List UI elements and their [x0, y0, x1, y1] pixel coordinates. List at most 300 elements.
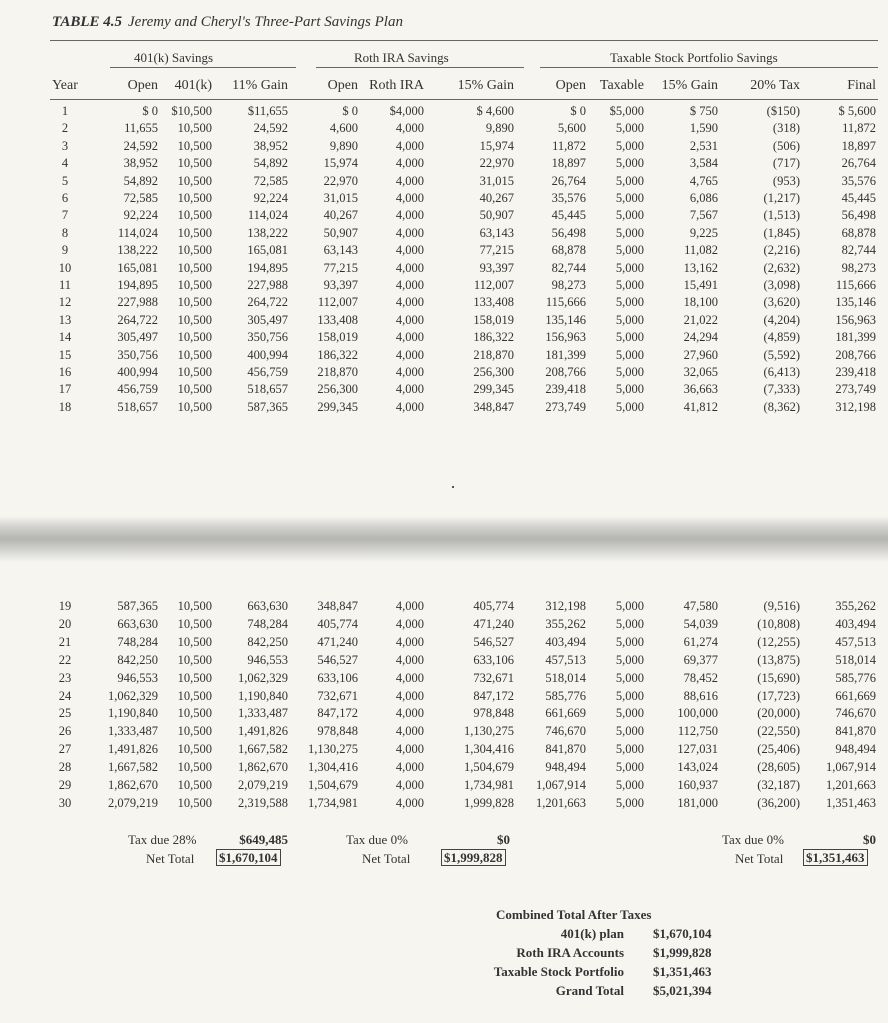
cell-401k-contribution: 10,500 [177, 243, 212, 258]
cell-401k-contribution: 10,500 [177, 399, 212, 414]
cell-taxable-tax: (17,723) [757, 688, 800, 703]
cell-final: 355,262 [835, 599, 876, 613]
table-title-text: Jeremy and Cheryl's Three-Part Savings Plan [128, 14, 403, 30]
cell-open-taxable: 661,669 [545, 706, 586, 721]
cell-open-401k: 24,592 [123, 138, 158, 153]
cell-roth-contribution: 4,000 [395, 278, 424, 292]
scan-fold-shadow [0, 516, 888, 562]
table-row [0, 689, 888, 705]
cell-taxable-tax: (36,200) [757, 795, 800, 810]
cell-roth-gain: 133,408 [473, 295, 514, 310]
cell-year: 10 [58, 260, 72, 275]
cell-open-roth: 1,304,416 [308, 760, 358, 775]
scan-speck [452, 486, 454, 488]
cell-open-roth: 471,240 [317, 634, 358, 649]
group-401k-rule [110, 67, 296, 68]
cell-open-roth: 405,774 [317, 616, 358, 631]
cell-taxable-gain: $ 750 [689, 104, 718, 118]
cell-taxable-gain: 15,491 [683, 278, 718, 292]
cell-taxable-contribution: 5,000 [615, 121, 644, 136]
cell-roth-contribution: 4,000 [395, 330, 424, 345]
header-final: Final [847, 78, 876, 93]
header-401k-contribution: 401(k) [174, 78, 212, 93]
cell-roth-gain: 1,999,828 [464, 795, 514, 810]
table-row [0, 706, 888, 722]
cell-final: 45,445 [841, 191, 876, 205]
cell-roth-contribution: 4,000 [395, 260, 424, 275]
cell-roth-contribution: 4,000 [395, 121, 424, 136]
cell-final: 518,014 [835, 652, 876, 667]
cell-taxable-gain: 69,377 [683, 652, 718, 667]
cell-roth-contribution: 4,000 [395, 208, 424, 223]
cell-roth-contribution: 4,000 [395, 760, 424, 775]
cell-taxable-tax: (1,513) [763, 208, 800, 223]
cell-year: 22 [58, 652, 72, 667]
cell-roth-contribution: 4,000 [395, 742, 424, 757]
cell-401k-gain: 114,024 [247, 208, 288, 223]
cell-open-roth: 633,106 [317, 670, 358, 685]
cell-401k-contribution: 10,500 [177, 670, 212, 685]
cell-year: 18 [58, 399, 72, 414]
cell-401k-gain: 1,491,826 [238, 724, 288, 739]
cell-401k-gain: 227,988 [247, 278, 288, 292]
summary-value-401k: $1,670,104 [653, 926, 712, 941]
cell-open-401k: 1,491,826 [108, 742, 158, 757]
cell-roth-gain: 93,397 [479, 260, 514, 275]
tax-401k-value: $649,485 [239, 832, 288, 847]
cell-taxable-gain: 112,750 [677, 724, 718, 739]
cell-401k-gain: 1,862,670 [238, 760, 288, 775]
cell-taxable-contribution: 5,000 [615, 365, 644, 379]
group-taxable: Taxable Stock Portfolio Savings [610, 50, 778, 65]
cell-open-401k: 350,756 [117, 347, 158, 362]
cell-open-taxable: 181,399 [545, 347, 586, 362]
summary-value-taxable: $1,351,463 [653, 964, 712, 979]
table-row [0, 724, 888, 740]
cell-year: 30 [58, 795, 72, 810]
net-401k-label: Net Total [146, 851, 195, 866]
cell-open-taxable: 841,870 [545, 742, 586, 757]
cell-open-401k: 456,759 [117, 382, 158, 397]
cell-final: 35,576 [841, 173, 876, 188]
cell-401k-contribution: 10,500 [177, 382, 212, 397]
cell-401k-gain: 305,497 [247, 312, 288, 327]
cell-roth-contribution: $4,000 [389, 104, 424, 118]
cell-year: 1 [61, 104, 69, 118]
cell-401k-contribution: 10,500 [177, 295, 212, 310]
cell-401k-gain: 92,224 [253, 191, 288, 205]
cell-final: 661,669 [835, 688, 876, 703]
cell-open-401k: 11,655 [124, 121, 158, 136]
cell-taxable-tax: (20,000) [757, 706, 800, 721]
cell-roth-gain: 218,870 [473, 347, 514, 362]
cell-roth-gain: 186,322 [473, 330, 514, 345]
cell-roth-gain: 348,847 [473, 399, 514, 414]
cell-open-taxable: 156,963 [545, 330, 586, 345]
cell-open-roth: 218,870 [317, 365, 358, 379]
cell-open-taxable: 239,418 [545, 382, 586, 397]
cell-open-taxable: 585,776 [545, 688, 586, 703]
cell-taxable-contribution: 5,000 [615, 795, 644, 810]
net-taxable-value: $1,351,463 [803, 849, 868, 866]
cell-401k-contribution: 10,500 [177, 652, 212, 667]
table-row [0, 139, 888, 155]
cell-taxable-contribution: 5,000 [615, 599, 644, 613]
cell-open-roth: 9,890 [329, 138, 358, 153]
cell-taxable-tax: (3,098) [763, 278, 800, 292]
cell-taxable-tax: (9,516) [763, 599, 800, 613]
cell-year: 29 [58, 778, 72, 792]
cell-open-401k: 305,497 [117, 330, 158, 345]
cell-final: 26,764 [841, 156, 876, 171]
cell-401k-contribution: 10,500 [177, 795, 212, 810]
tax-401k-label: Tax due 28% [128, 832, 197, 847]
cell-open-401k: 227,988 [117, 295, 158, 310]
cell-open-taxable: 5,600 [557, 121, 586, 136]
table-row [0, 400, 888, 416]
cell-open-roth: 732,671 [317, 688, 358, 703]
cell-401k-contribution: 10,500 [177, 191, 212, 205]
cell-open-401k: 165,081 [117, 260, 158, 275]
cell-taxable-tax: ($150) [766, 104, 800, 118]
tax-roth-label: Tax due 0% [346, 832, 408, 847]
cell-roth-contribution: 4,000 [395, 616, 424, 631]
cell-401k-gain: 842,250 [247, 634, 288, 649]
table-row [0, 121, 888, 137]
cell-taxable-tax: (2,632) [763, 260, 800, 275]
cell-taxable-tax: (12,255) [757, 634, 800, 649]
table-row [0, 348, 888, 364]
table-title [52, 14, 403, 31]
cell-open-401k: 748,284 [117, 634, 158, 649]
cell-year: 4 [61, 156, 69, 171]
table-row [0, 653, 888, 669]
cell-taxable-contribution: 5,000 [615, 347, 644, 362]
cell-roth-contribution: 4,000 [395, 312, 424, 327]
cell-roth-gain: 978,848 [473, 706, 514, 721]
table-row [0, 365, 888, 381]
cell-taxable-contribution: 5,000 [615, 173, 644, 188]
cell-final: 1,067,914 [826, 760, 876, 775]
tax-roth-value: $0 [497, 832, 510, 847]
cell-open-roth: 1,504,679 [308, 778, 358, 792]
cell-taxable-gain: 9,225 [689, 225, 718, 240]
tax-taxable-value: $0 [863, 832, 876, 847]
cell-final: 18,897 [841, 138, 876, 153]
table-row [0, 191, 888, 207]
cell-open-taxable: 45,445 [551, 208, 586, 223]
cell-401k-gain: 587,365 [247, 399, 288, 414]
cell-taxable-gain: 7,567 [689, 208, 718, 223]
cell-taxable-gain: 181,000 [677, 795, 718, 810]
cell-401k-contribution: 10,500 [177, 365, 212, 379]
cell-taxable-contribution: 5,000 [615, 330, 644, 345]
cell-open-roth: 15,974 [323, 156, 358, 171]
cell-open-401k: 38,952 [123, 156, 158, 171]
cell-taxable-gain: 78,452 [683, 670, 718, 685]
table-row [0, 330, 888, 346]
cell-taxable-tax: (1,217) [763, 191, 800, 205]
group-roth-rule [316, 67, 524, 68]
cell-open-401k: 114,024 [117, 225, 158, 240]
cell-open-taxable: 746,670 [545, 724, 586, 739]
cell-roth-gain: 9,890 [485, 121, 514, 136]
cell-taxable-contribution: 5,000 [615, 742, 644, 757]
cell-open-401k: 54,892 [123, 173, 158, 188]
summary-value-grand: $5,021,394 [653, 983, 712, 998]
cell-final: 403,494 [835, 616, 876, 631]
cell-401k-gain: 72,585 [253, 173, 288, 188]
cell-taxable-gain: 88,616 [683, 688, 718, 703]
cell-year: 21 [58, 634, 72, 649]
cell-401k-contribution: 10,500 [177, 634, 212, 649]
cell-open-401k: 72,585 [123, 191, 158, 205]
cell-taxable-gain: 36,663 [683, 382, 718, 397]
cell-open-taxable: 355,262 [545, 616, 586, 631]
cell-open-roth: 158,019 [317, 330, 358, 345]
table-row [0, 617, 888, 633]
cell-final: 156,963 [835, 312, 876, 327]
cell-401k-gain: 456,759 [247, 365, 288, 379]
cell-open-401k: 1,062,329 [108, 688, 158, 703]
cell-year: 6 [61, 191, 69, 205]
cell-roth-contribution: 4,000 [395, 795, 424, 810]
cell-roth-contribution: 4,000 [395, 173, 424, 188]
cell-open-taxable: $ 0 [570, 104, 586, 118]
cell-roth-contribution: 4,000 [395, 225, 424, 240]
cell-roth-gain: 299,345 [473, 382, 514, 397]
cell-401k-contribution: 10,500 [177, 724, 212, 739]
cell-open-taxable: 312,198 [545, 599, 586, 613]
cell-open-taxable: 457,513 [545, 652, 586, 667]
header-401k-gain: 11% Gain [232, 78, 288, 93]
table-row [0, 635, 888, 651]
header-open-taxable: Open [555, 78, 586, 93]
cell-roth-contribution: 4,000 [395, 399, 424, 414]
header-year: Year [52, 78, 78, 93]
cell-open-401k: 2,079,219 [108, 795, 158, 810]
summary-label-401k: 401(k) plan [560, 926, 624, 941]
cell-open-taxable: 26,764 [551, 173, 586, 188]
cell-roth-gain: 77,215 [479, 243, 514, 258]
header-roth-contribution: Roth IRA [369, 78, 424, 93]
cell-taxable-tax: (6,413) [763, 365, 800, 379]
table-row [0, 243, 888, 259]
table-row [0, 104, 888, 120]
table-row [0, 760, 888, 776]
cell-open-roth: 847,172 [317, 706, 358, 721]
cell-open-taxable: 35,576 [551, 191, 586, 205]
cell-open-taxable: 1,201,663 [536, 795, 586, 810]
cell-taxable-tax: (506) [772, 138, 800, 153]
group-taxable-rule [540, 67, 878, 68]
cell-final: 1,351,463 [826, 795, 876, 810]
cell-final: 948,494 [835, 742, 876, 757]
net-401k-value: $1,670,104 [216, 849, 281, 866]
cell-taxable-tax: (2,216) [763, 243, 800, 258]
table-number: TABLE 4.5 [52, 14, 123, 30]
cell-roth-gain: 256,300 [473, 365, 514, 379]
cell-401k-gain: 748,284 [247, 616, 288, 631]
cell-taxable-tax: (5,592) [763, 347, 800, 362]
table-row [0, 208, 888, 224]
cell-roth-contribution: 4,000 [395, 243, 424, 258]
cell-open-taxable: 403,494 [545, 634, 586, 649]
cell-401k-contribution: 10,500 [177, 278, 212, 292]
cell-final: 312,198 [835, 399, 876, 414]
cell-open-401k: 194,895 [117, 278, 158, 292]
table-row [0, 295, 888, 311]
cell-taxable-gain: 21,022 [683, 312, 718, 327]
cell-taxable-gain: 160,937 [677, 778, 718, 792]
cell-401k-contribution: 10,500 [177, 121, 212, 136]
cell-year: 13 [58, 312, 72, 327]
table-row [0, 382, 888, 398]
cell-taxable-contribution: 5,000 [615, 191, 644, 205]
cell-open-taxable: 82,744 [551, 260, 586, 275]
cell-open-roth: 93,397 [323, 278, 358, 292]
table-row [0, 156, 888, 172]
cell-401k-gain: 165,081 [247, 243, 288, 258]
cell-taxable-tax: (318) [772, 121, 800, 136]
cell-taxable-gain: 61,274 [683, 634, 718, 649]
cell-taxable-gain: 32,065 [683, 365, 718, 379]
cell-taxable-contribution: 5,000 [615, 382, 644, 397]
cell-year: 16 [58, 365, 72, 379]
cell-taxable-contribution: 5,000 [615, 260, 644, 275]
cell-roth-gain: 546,527 [473, 634, 514, 649]
cell-final: 457,513 [835, 634, 876, 649]
cell-401k-contribution: 10,500 [177, 688, 212, 703]
cell-taxable-tax: (8,362) [763, 399, 800, 414]
group-roth: Roth IRA Savings [354, 50, 449, 65]
cell-roth-gain: 63,143 [479, 225, 514, 240]
cell-open-taxable: 948,494 [545, 760, 586, 775]
cell-open-401k: 400,994 [117, 365, 158, 379]
cell-401k-contribution: 10,500 [177, 706, 212, 721]
cell-taxable-tax: (25,406) [757, 742, 800, 757]
cell-year: 3 [61, 138, 69, 153]
cell-taxable-contribution: 5,000 [615, 208, 644, 223]
cell-final: 68,878 [841, 225, 876, 240]
cell-taxable-tax: (13,875) [757, 652, 800, 667]
cell-open-roth: 133,408 [317, 312, 358, 327]
cell-taxable-gain: 143,024 [677, 760, 718, 775]
cell-open-401k: 1,190,840 [108, 706, 158, 721]
cell-401k-gain: 946,553 [247, 652, 288, 667]
cell-taxable-tax: (22,550) [757, 724, 800, 739]
table-row [0, 742, 888, 758]
cell-final: 585,776 [835, 670, 876, 685]
cell-401k-gain: 1,190,840 [238, 688, 288, 703]
table-row [0, 778, 888, 794]
cell-taxable-contribution: 5,000 [615, 138, 644, 153]
cell-roth-contribution: 4,000 [395, 670, 424, 685]
header-taxable-gain: 15% Gain [661, 78, 718, 93]
cell-year: 17 [58, 382, 72, 397]
cell-taxable-tax: (15,690) [757, 670, 800, 685]
cell-taxable-contribution: 5,000 [615, 295, 644, 310]
cell-taxable-gain: 127,031 [677, 742, 718, 757]
table-row [0, 278, 888, 294]
cell-open-401k: 138,222 [117, 243, 158, 258]
cell-final: 841,870 [835, 724, 876, 739]
header-taxable-contribution: Taxable [599, 78, 644, 93]
cell-final: 239,418 [835, 365, 876, 379]
net-roth-label: Net Total [362, 851, 411, 866]
cell-open-401k: 1,667,582 [108, 760, 158, 775]
cell-roth-gain: 471,240 [473, 616, 514, 631]
cell-401k-contribution: 10,500 [177, 778, 212, 792]
cell-taxable-contribution: 5,000 [615, 670, 644, 685]
cell-taxable-contribution: 5,000 [615, 156, 644, 171]
cell-taxable-gain: 1,590 [689, 121, 718, 136]
cell-401k-gain: 194,895 [247, 260, 288, 275]
cell-401k-gain: 138,222 [247, 225, 288, 240]
cell-open-roth: 1,734,981 [308, 795, 358, 810]
cell-401k-contribution: 10,500 [177, 260, 212, 275]
cell-year: 5 [61, 173, 69, 188]
cell-taxable-contribution: 5,000 [615, 688, 644, 703]
summary-label-grand: Grand Total [555, 983, 624, 998]
cell-taxable-tax: (10,808) [757, 616, 800, 631]
table-row [0, 313, 888, 329]
net-taxable-label: Net Total [735, 851, 784, 866]
cell-taxable-contribution: $5,000 [609, 104, 644, 118]
cell-open-401k: $ 0 [142, 104, 158, 118]
cell-taxable-contribution: 5,000 [615, 278, 644, 292]
cell-open-roth: 50,907 [323, 225, 358, 240]
cell-year: 2 [61, 121, 69, 136]
summary-label-roth: Roth IRA Accounts [516, 945, 624, 960]
header-rule [50, 99, 878, 100]
header-taxable-tax: 20% Tax [750, 78, 800, 93]
cell-roth-contribution: 4,000 [395, 724, 424, 739]
cell-taxable-gain: 6,086 [689, 191, 718, 205]
cell-taxable-contribution: 5,000 [615, 760, 644, 775]
cell-open-roth: 978,848 [317, 724, 358, 739]
cell-year: 7 [61, 208, 69, 223]
cell-401k-contribution: 10,500 [177, 138, 212, 153]
cell-401k-gain: 38,952 [253, 138, 288, 153]
cell-final: $ 5,600 [838, 104, 876, 118]
cell-401k-contribution: 10,500 [177, 330, 212, 345]
table-row [0, 796, 888, 812]
cell-taxable-contribution: 5,000 [615, 399, 644, 414]
cell-open-401k: 842,250 [117, 652, 158, 667]
cell-401k-contribution: 10,500 [177, 347, 212, 362]
cell-taxable-gain: 4,765 [689, 173, 718, 188]
cell-open-roth: 299,345 [317, 399, 358, 414]
cell-taxable-contribution: 5,000 [615, 225, 644, 240]
cell-open-401k: 518,657 [117, 399, 158, 414]
cell-final: 56,498 [841, 208, 876, 223]
cell-open-401k: 1,862,670 [108, 778, 158, 792]
summary-value-roth: $1,999,828 [653, 945, 712, 960]
cell-open-401k: 264,722 [117, 312, 158, 327]
cell-year: 19 [58, 599, 72, 613]
cell-taxable-gain: 100,000 [677, 706, 718, 721]
cell-final: 98,273 [841, 260, 876, 275]
cell-roth-gain: 1,304,416 [464, 742, 514, 757]
cell-open-taxable: 135,146 [545, 312, 586, 327]
cell-taxable-tax: (953) [772, 173, 800, 188]
cell-roth-gain: 1,504,679 [464, 760, 514, 775]
cell-taxable-tax: (4,204) [763, 312, 800, 327]
cell-401k-contribution: 10,500 [177, 173, 212, 188]
cell-taxable-gain: 18,100 [683, 295, 718, 310]
cell-roth-contribution: 4,000 [395, 365, 424, 379]
